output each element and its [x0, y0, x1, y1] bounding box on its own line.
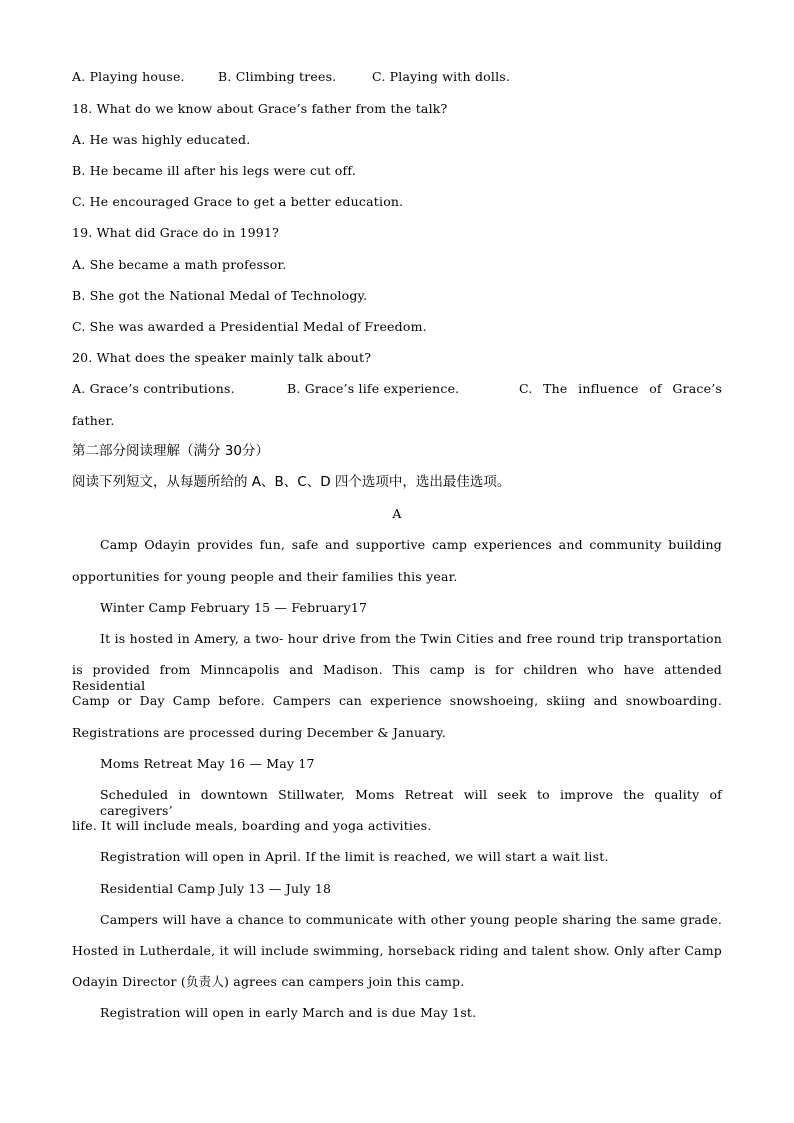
q17-option-a: A. Playing house.: [72, 69, 185, 84]
q17-options: [72, 69, 722, 85]
q18-option-b: B. He became ill after his legs were cut off.: [72, 163, 356, 178]
moms-retreat-heading: Moms Retreat May 16 — May 17: [100, 756, 315, 771]
moms-retreat-line-1: Scheduled in downtown Stillwater, Moms Retreat will seek to improve the quality of caregivers’: [100, 787, 722, 818]
q20-question: 20. What does the speaker mainly talk about?: [72, 350, 372, 365]
winter-camp-line-1: It is hosted in Amery, a two- hour drive from the Twin Cities and free round trip transportation: [100, 631, 722, 646]
winter-camp-line-2: is provided from Minncapolis and Madison. This camp is for children who have attended Residential: [72, 662, 722, 693]
winter-camp-line-3: Camp or Day Camp before. Campers can experience snowshoeing, skiing and snowboarding.: [72, 693, 722, 708]
residential-camp-heading: Residential Camp July 13 — July 18: [100, 881, 332, 896]
q19-option-c: C. She was awarded a Presidential Medal of Freedom.: [72, 319, 427, 334]
q18-option-a: A. He was highly educated.: [72, 132, 251, 147]
q19-option-a: A. She became a math professor.: [72, 257, 287, 272]
residential-camp-registration: Registration will open in early March and is due May 1st.: [100, 1005, 477, 1020]
moms-retreat-registration: Registration will open in April. If the limit is reached, we will start a wait list.: [100, 849, 609, 864]
q20-options: [72, 381, 722, 397]
winter-camp-line-4: Registrations are processed during December & January.: [72, 725, 446, 740]
winter-camp-heading: Winter Camp February 15 — February17: [100, 600, 368, 615]
residential-camp-line-2: Hosted in Lutherdale, it will include swimming, horseback riding and talent show. Only after Camp: [72, 943, 722, 958]
moms-retreat-line-2: life. It will include meals, boarding and yoga activities.: [72, 818, 432, 833]
passage-intro-line-1: Camp Odayin provides fun, safe and supportive camp experiences and community building: [100, 537, 722, 552]
q20-option-a: A. Grace’s contributions.: [72, 381, 235, 396]
q17-option-c: C. Playing with dolls.: [372, 69, 511, 84]
q20-option-c-continued: father.: [72, 413, 115, 428]
q20-option-c: C. The influence of Grace’s: [519, 381, 722, 396]
q18-option-c: C. He encouraged Grace to get a better education.: [72, 194, 404, 209]
section-instruction: 阅读下列短文，从每题所给的 A、B、C、D 四个选项中，选出最佳选项。: [72, 474, 511, 490]
passage-letter: A: [392, 506, 402, 521]
q19-question: 19. What did Grace do in 1991?: [72, 225, 279, 240]
passage-intro-line-2: opportunities for young people and their families this year.: [72, 569, 458, 584]
residential-camp-line-3: Odayin Director (负责人) agrees can campers join this camp.: [72, 974, 465, 989]
q20-option-b: B. Grace’s life experience.: [287, 381, 460, 396]
residential-camp-line-1: Campers will have a chance to communicate with other young people sharing the same grade.: [100, 912, 722, 927]
q17-option-b: B. Climbing trees.: [218, 69, 337, 84]
q18-question: 18. What do we know about Grace’s father from the talk?: [72, 101, 448, 116]
q19-option-b: B. She got the National Medal of Technology.: [72, 288, 368, 303]
section-title: 第二部分阅读理解（满分 30分）: [72, 443, 269, 459]
